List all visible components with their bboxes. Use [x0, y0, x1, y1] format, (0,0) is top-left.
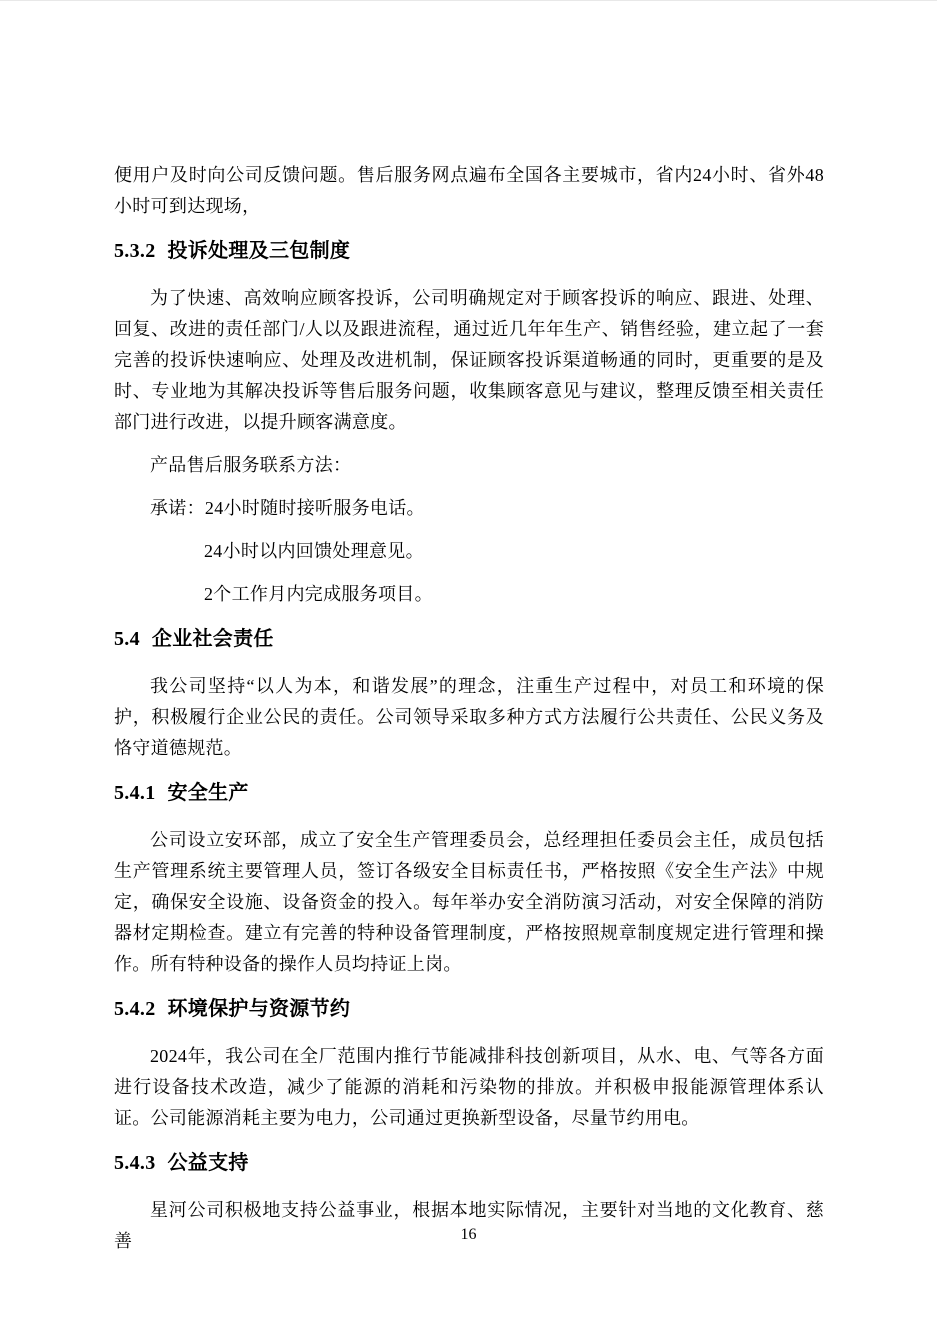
section-number: 5.4.2: [114, 998, 156, 1020]
promise-line-feedback: 24小时以内回馈处理意见。: [204, 541, 424, 561]
section-number: 5.4.3: [114, 1152, 156, 1174]
after-sales-contact-intro: 产品售后服务联系方法：: [150, 455, 352, 475]
text-content-area: [114, 160, 824, 1269]
section-title: 安全生产: [167, 782, 249, 804]
page-number: 16: [460, 1226, 477, 1243]
public-welfare-paragraph: 星河公司积极地支持公益事业，根据本地实际情况，主要针对当地的文化教育、慈善: [114, 1200, 824, 1251]
safety-production-paragraph: 公司设立安环部，成立了安全生产管理委员会，总经理担任委员会主任，成员包括生产管理系统主要管理人员，签订各级安全目标责任书，严格按照《安全生产法》中规定，确保安全设施、设备资金的投入。每年举办安全消防演习活动，对安全保障的消防器材定期检查。建立有完善的特种设备管理制度，严格按照规章制度规定进行管理和操作。所有特种设备的操作人员均持证上岗。: [114, 830, 824, 974]
promise-line-phone: 承诺：24小时随时接听服务电话。: [150, 498, 425, 518]
promise-line-completion: 2个工作月内完成服务项目。: [204, 584, 433, 604]
complaint-handling-paragraph: 为了快速、高效响应顾客投诉，公司明确规定对于顾客投诉的响应、跟进、处理、回复、改进的责任部门/人以及跟进流程，通过近几年年生产、销售经验，建立起了一套完善的投诉快速响应、处理及改进机制，保证顾客投诉渠道畅通的同时，更重要的是及时、专业地为其解决投诉等售后服务问题，收集顾客意见与建议，整理反馈至相关责任部门进行改进，以提升顾客满意度。: [114, 288, 824, 432]
section-heading-5-4-3: [114, 1148, 824, 1179]
section-heading-5-4-2: [114, 994, 824, 1025]
section-number: 5.3.2: [114, 240, 156, 262]
social-responsibility-paragraph: 我公司坚持“以人为本，和谐发展”的理念，注重生产过程中，对员工和环境的保护，积极履行企业公民的责任。公司领导采取多种方式方法履行公共责任、公民义务及恪守道德规范。: [114, 676, 824, 758]
section-title: 企业社会责任: [151, 628, 274, 650]
section-title: 投诉处理及三包制度: [167, 240, 351, 262]
section-heading-5-4: [114, 624, 824, 655]
section-heading-5-4-1: [114, 778, 824, 809]
section-number: 5.4.1: [114, 782, 156, 804]
continuation-paragraph: 便用户及时向公司反馈问题。售后服务网点遍布全国各主要城市，省内24小时、省外48小时可到达现场，: [114, 165, 824, 216]
section-heading-5-3-2: [114, 236, 824, 267]
environment-protection-paragraph: 2024年，我公司在全厂范围内推行节能减排科技创新项目，从水、电、气等各方面进行设备技术改造，减少了能源的消耗和污染物的排放。并积极申报能源管理体系认证。公司能源消耗主要为电力，公司通过更换新型设备，尽量节约用电。: [114, 1046, 824, 1128]
section-title: 环境保护与资源节约: [167, 998, 351, 1020]
section-title: 公益支持: [167, 1152, 249, 1174]
section-number: 5.4: [114, 628, 140, 650]
